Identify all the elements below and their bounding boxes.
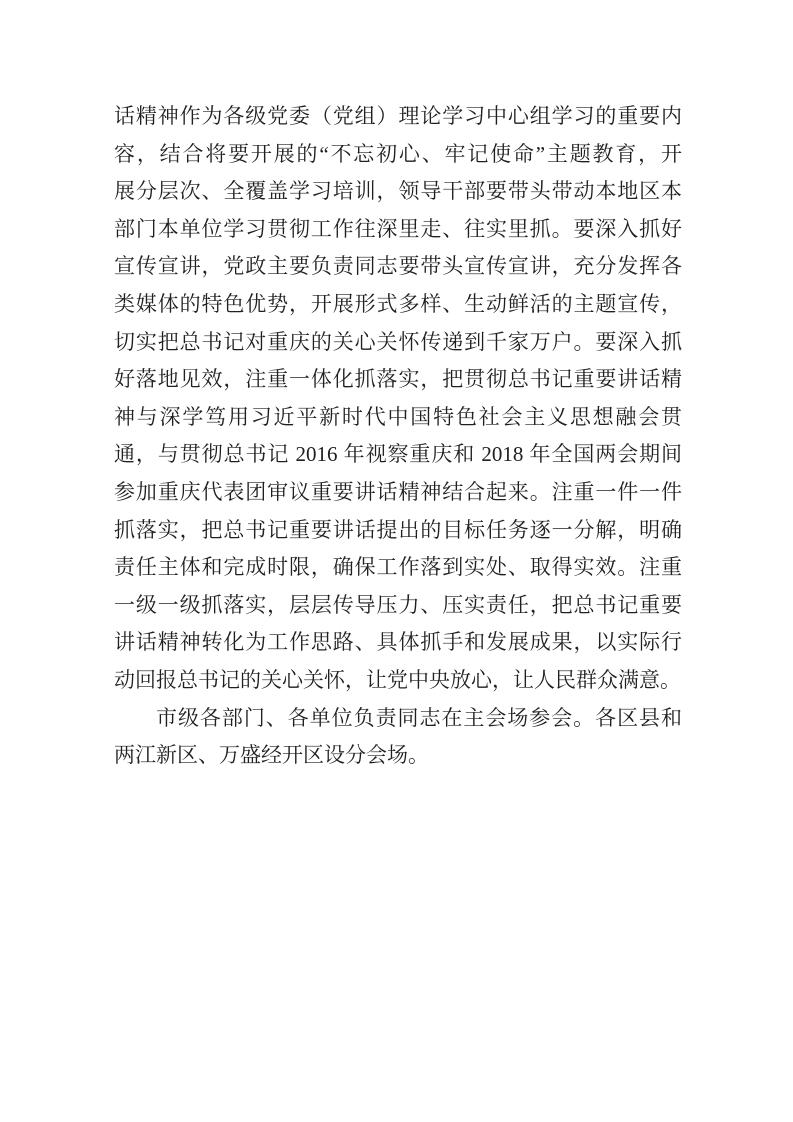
text-line: 容，结合将要开展的“不忘初心、牢记使命”主题教育，开 xyxy=(114,141,682,166)
text-line: 宣传宣讲，党政主要负责同志要带头宣传宣讲，充分发挥各 xyxy=(114,254,682,279)
text-line: 抓落实，把总书记重要讲话提出的目标任务逐一分解，明确 xyxy=(114,517,682,542)
text-line: 好落地见效，注重一体化抓落实，把贯彻总书记重要讲话精 xyxy=(114,367,682,392)
text-line: 参加重庆代表团审议重要讲话精神结合起来。注重一件一件 xyxy=(114,479,682,504)
text-line: 讲话精神转化为工作思路、具体抓手和发展成果，以实际行 xyxy=(114,630,682,655)
text-line: 一级一级抓落实，层层传导压力、压实责任，把总书记重要 xyxy=(114,592,682,617)
text-line: 动回报总书记的关心关怀，让党中央放心，让人民群众满意。 xyxy=(114,667,681,692)
text-line: 切实把总书记对重庆的关心关怀传递到千家万户。要深入抓 xyxy=(114,329,682,354)
text-line: 展分层次、全覆盖学习培训，领导干部要带头带动本地区本 xyxy=(114,179,682,204)
text-line: 通，与贯彻总书记 2016 年视察重庆和 2018 年全国两会期间 xyxy=(114,442,682,467)
text-line: 责任主体和完成时限，确保工作落到实处、取得实效。注重 xyxy=(114,555,682,580)
text-line: 市级各部门、各单位负责同志在主会场参会。各区县和 xyxy=(156,705,682,730)
paragraph-2 xyxy=(114,700,682,775)
text-line: 部门本单位学习贯彻工作往深里走、往实里抓。要深入抓好 xyxy=(114,216,682,241)
text-line: 类媒体的特色优势，开展形式多样、生动鲜活的主题宣传， xyxy=(114,291,682,316)
text-line: 神与深学笃用习近平新时代中国特色社会主义思想融会贯 xyxy=(114,404,682,429)
document-text-block xyxy=(114,98,682,775)
text-line: 话精神作为各级党委（党组）理论学习中心组学习的重要内 xyxy=(114,104,682,128)
paragraph-1 xyxy=(114,98,682,700)
text-line: 两江新区、万盛经开区设分会场。 xyxy=(114,743,429,768)
